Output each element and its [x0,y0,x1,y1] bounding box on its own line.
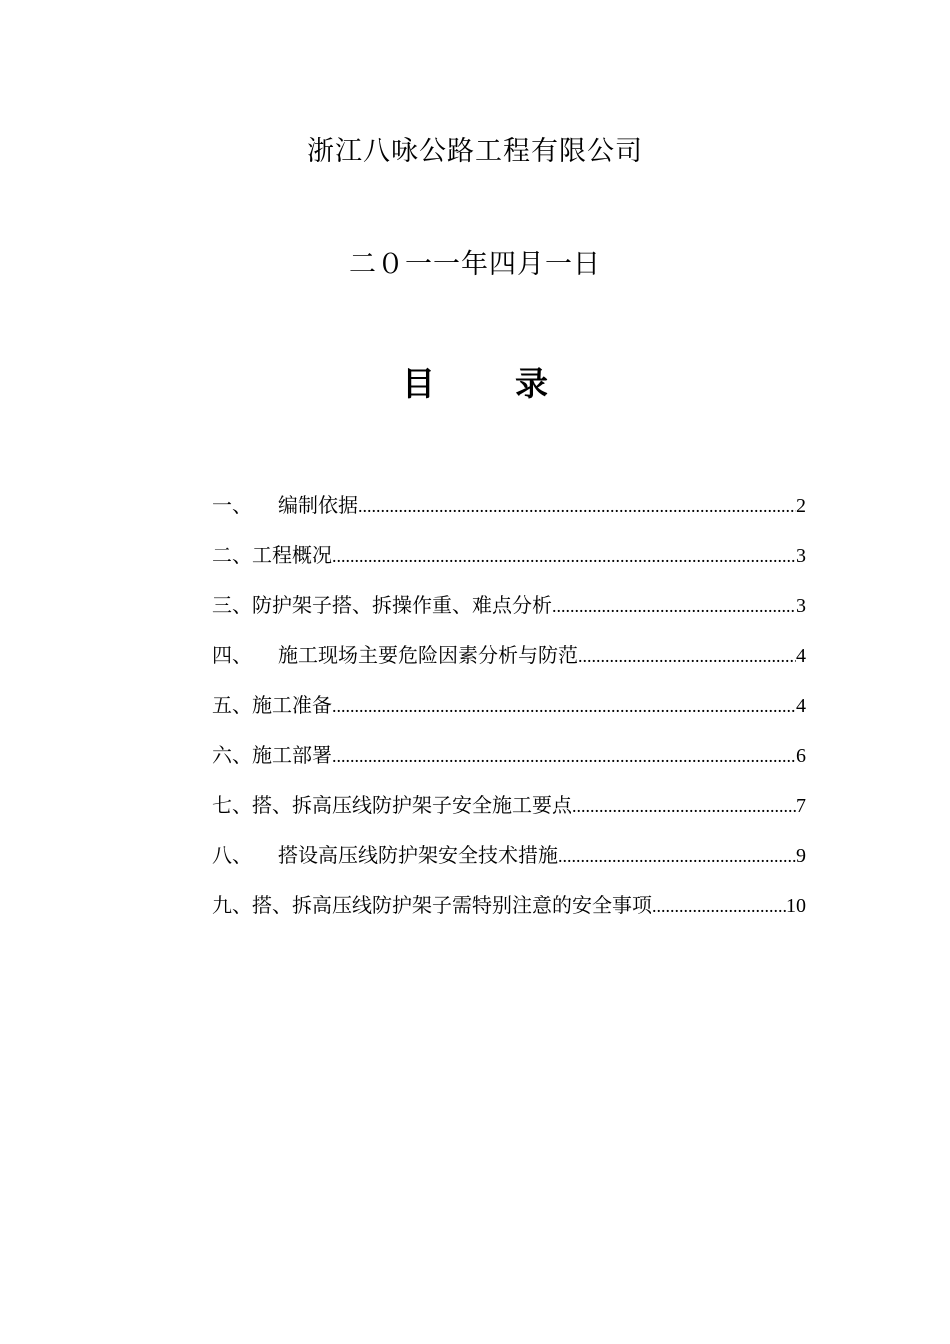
toc-leader-dots [332,538,796,574]
toc-item-number: 八、 [212,843,252,867]
toc-item-page: 3 [796,545,806,567]
toc-item-8[interactable] [212,837,806,887]
toc-title-left: 目 [402,364,435,403]
toc-item-text: 搭设高压线防护架安全技术措施 [278,843,558,867]
toc-item-text: 搭、拆高压线防护架子需特别注意的安全事项 [252,893,652,917]
toc-item-page: 9 [796,845,806,867]
toc-item-page: 2 [796,495,806,517]
toc-item-number: 九、 [212,893,252,917]
toc-item-text: 搭、拆高压线防护架子安全施工要点 [252,793,572,817]
toc-item-3[interactable] [212,587,806,637]
toc-item-text: 工程概况 [252,543,332,567]
toc-item-page: 7 [796,795,806,817]
toc-title [0,362,950,406]
toc-item-6[interactable] [212,737,806,787]
toc-item-text: 施工准备 [252,693,332,717]
toc-leader-dots [552,588,796,624]
toc-item-number: 五、 [212,693,252,717]
toc-item-7[interactable] [212,787,806,837]
toc-item-number: 四、 [212,643,252,667]
toc-item-text: 施工现场主要危险因素分析与防范 [278,643,578,667]
document-date: 二０一一年四月一日 [349,249,601,280]
toc-item-number: 一、 [212,493,252,517]
toc-leader-dots [652,888,786,924]
toc-item-number: 三、 [212,593,252,617]
toc-item-1[interactable] [212,487,806,537]
toc-item-text: 编制依据 [278,493,358,517]
toc-item-page: 4 [796,645,806,667]
toc-item-page: 4 [796,695,806,717]
toc-leader-dots [572,788,796,824]
toc-item-page: 3 [796,595,806,617]
toc-leader-dots [358,488,796,524]
toc-item-page: 10 [786,895,806,917]
toc-leader-dots [332,738,796,774]
toc-item-text: 施工部署 [252,743,332,767]
toc-item-number: 二、 [212,543,252,567]
toc-item-number: 六、 [212,743,252,767]
table-of-contents [212,487,806,937]
toc-item-page: 6 [796,745,806,767]
company-name: 浙江八咏公路工程有限公司 [307,136,643,167]
toc-leader-dots [578,638,796,674]
toc-item-9[interactable] [212,887,806,937]
toc-leader-dots [558,838,796,874]
toc-leader-dots [332,688,796,724]
toc-item-2[interactable] [212,537,806,587]
toc-item-text: 防护架子搭、拆操作重、难点分析 [252,593,552,617]
toc-item-5[interactable] [212,687,806,737]
toc-item-4[interactable] [212,637,806,687]
toc-title-right: 录 [515,364,548,403]
toc-item-number: 七、 [212,793,252,817]
